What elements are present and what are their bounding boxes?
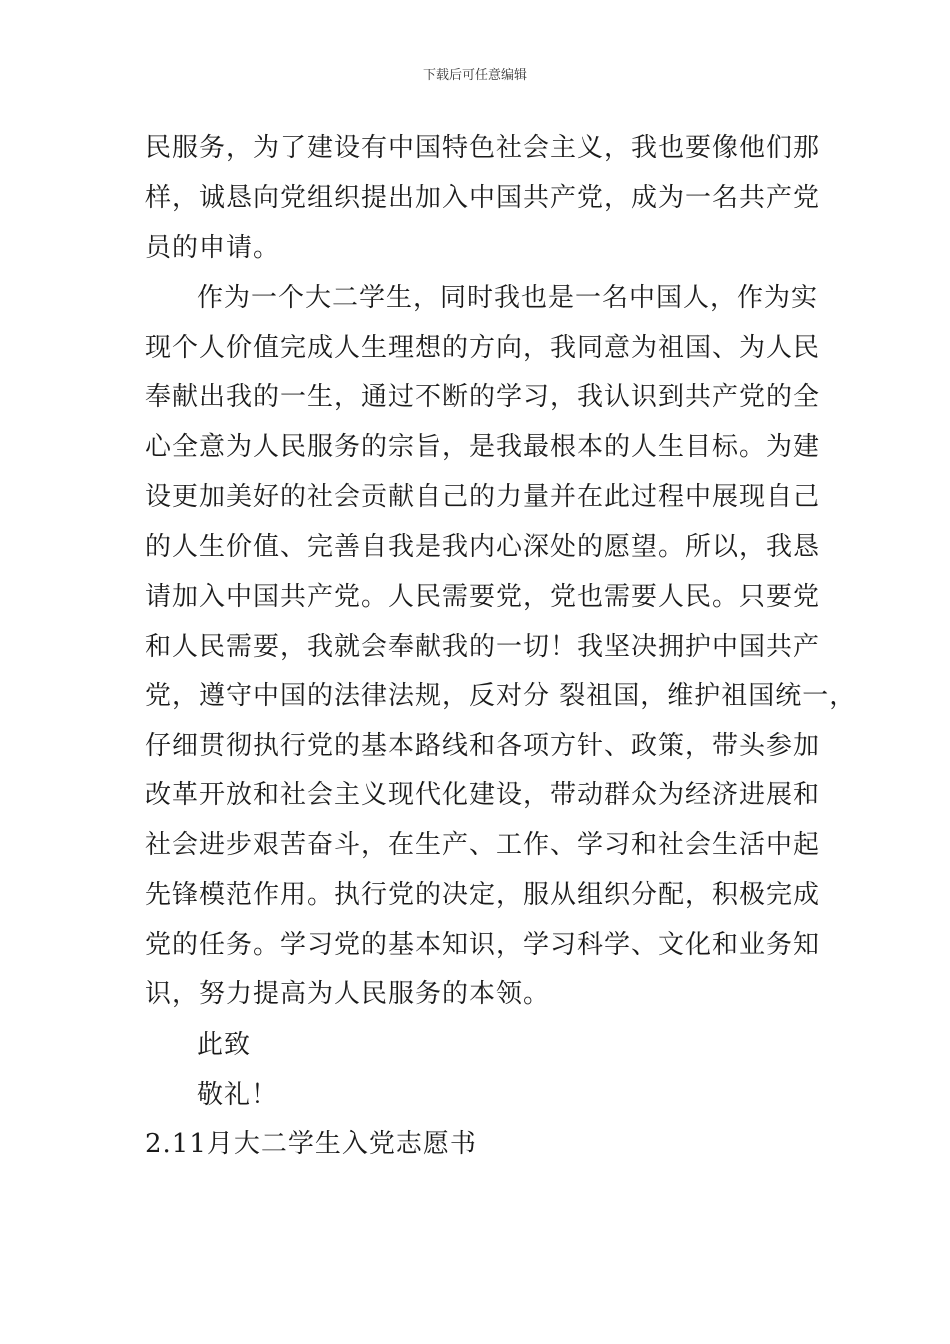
body-line: 心全意为人民服务的宗旨，是我最根本的人生目标。为建 [145,432,821,462]
body-line: 社会进步艰苦奋斗，在生产、工作、学习和社会生活中起 [145,830,821,860]
body-line: 识，努力提高为人民服务的本领。 [145,979,551,1009]
body-line: 和人民需要，我就会奉献我的一切！我坚决拥护中国共产 [145,632,821,662]
body-line: 员的申请。 [145,233,281,263]
body-line: 现个人价值完成人生理想的方向，我同意为祖国、为人民 [145,333,821,363]
closing-salutation: 此致 [197,1030,252,1060]
body-line: 党的任务。学习党的基本知识，学习科学、文化和业务知 [145,930,821,960]
section-heading: 2.11月大二学生入党志愿书 [145,1129,477,1159]
paragraph-start-line: 作为一个大二学生，同时我也是一名中国人，作为实 [197,283,819,313]
body-line: 改革开放和社会主义现代化建设，带动群众为经济进展和 [145,780,821,810]
body-line: 请加入中国共产党。人民需要党，党也需要人民。只要党 [145,582,821,612]
body-line: 民服务，为了建设有中国特色社会主义，我也要像他们那 [145,133,821,163]
page-header: 下载后可任意编辑 [422,68,527,83]
body-line: 奉献出我的一生，通过不断的学习，我认识到共产党的全 [145,382,821,412]
body-line: 样，诚恳向党组织提出加入中国共产党，成为一名共产党 [145,183,821,213]
body-line: 先锋模范作用。执行党的决定，服从组织分配，积极完成 [145,880,821,910]
body-line: 仔细贯彻执行党的基本路线和各项方针、政策，带头参加 [145,731,821,761]
body-line: 党，遵守中国的法律法规，反对分 裂祖国，维护祖国统一， [145,681,857,711]
body-line: 的人生价值、完善自我是我内心深处的愿望。所以，我恳 [145,532,821,562]
body-line: 设更加美好的社会贡献自己的力量并在此过程中展现自己 [145,482,821,512]
closing-regards: 敬礼！ [197,1080,279,1110]
